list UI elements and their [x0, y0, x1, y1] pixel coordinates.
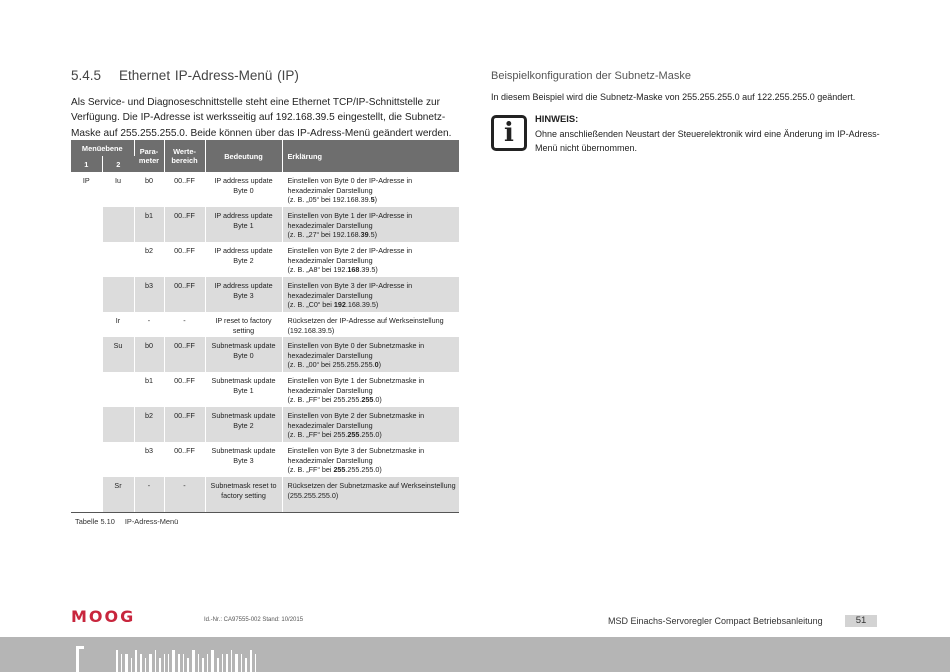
- cell-meaning: IP address update Byte 1: [205, 207, 282, 242]
- table-row: [71, 407, 459, 442]
- barcode-bar: [226, 654, 228, 672]
- explanation-text: Einstellen von Byte 1 der IP-Adresse in hexadezimaler Darstellung: [287, 211, 413, 230]
- notice-heading: HINWEIS:: [535, 113, 579, 124]
- cell-level-1: [71, 277, 102, 312]
- notice-text: Ohne anschließenden Neustart der Steuerelektronik wird eine Änderung im IP-Adress-Menü nicht übernommen.: [535, 129, 880, 153]
- example-post: .0): [373, 395, 382, 405]
- barcode-bar: [255, 654, 256, 672]
- cell-parameter: b2: [134, 407, 164, 442]
- barcode-bar: [149, 654, 152, 672]
- example-post: .39.5): [359, 265, 378, 275]
- example-pre: (z. B. „C0“ bei: [287, 300, 334, 310]
- barcode-icon: [116, 650, 256, 672]
- table-row: [71, 172, 459, 207]
- cell-range: 00..FF: [164, 372, 205, 407]
- barcode-bar: [187, 658, 189, 672]
- footer-title: MSD Einachs-Servoregler Compact Betriebsanleitung: [608, 616, 823, 626]
- example-pre: (z. B. „05“ bei 192.168.39.: [287, 195, 371, 205]
- barcode-bar: [192, 650, 195, 672]
- cell-level-1: [71, 442, 102, 477]
- cell-meaning: Subnetmask update Byte 3: [205, 442, 282, 477]
- example-bold: 255: [333, 465, 346, 475]
- cell-range: 00..FF: [164, 277, 205, 312]
- example-bold: 168: [347, 265, 360, 275]
- example-bold: 255: [361, 395, 374, 405]
- cell-meaning: Subnetmask reset to factory setting: [205, 477, 282, 513]
- barcode-bar: [231, 650, 232, 672]
- example-text: In diesem Beispiel wird die Subnetz-Maske von 255.255.255.0 auf 122.255.255.0 geändert.: [491, 92, 856, 102]
- header-meaning: Bedeutung: [205, 140, 282, 172]
- cell-range: 00..FF: [164, 442, 205, 477]
- example-bold: 5: [370, 195, 375, 205]
- cell-parameter: -: [134, 312, 164, 337]
- example-post: ): [374, 195, 378, 205]
- cell-level-1: [71, 337, 102, 372]
- cell-explanation: [282, 442, 459, 477]
- cell-level-1: [71, 242, 102, 277]
- cell-meaning: Subnetmask update Byte 0: [205, 337, 282, 372]
- barcode-bar: [241, 654, 242, 672]
- cell-level-2: Su: [102, 337, 134, 372]
- cell-meaning: Subnetmask update Byte 1: [205, 372, 282, 407]
- cell-level-1: [71, 207, 102, 242]
- example-pre: (z. B. „FF“ bei 255.255.: [287, 395, 362, 405]
- explanation-text: Einstellen von Byte 2 der IP-Adresse in hexadezimaler Darstellung: [287, 246, 413, 265]
- example-title: Beispielkonfiguration der Subnetz-Maske: [491, 70, 691, 82]
- cell-parameter: b3: [134, 277, 164, 312]
- cell-parameter: b1: [134, 372, 164, 407]
- header-parameter: Para-meter: [134, 140, 164, 172]
- cell-level-2: [102, 442, 134, 477]
- cell-meaning: Subnetmask update Byte 2: [205, 407, 282, 442]
- example-post: .168.39.5): [345, 300, 379, 310]
- cell-range: 00..FF: [164, 172, 205, 207]
- cell-level-1: [71, 372, 102, 407]
- barcode-bar: [250, 650, 252, 672]
- cell-level-2: [102, 242, 134, 277]
- barcode-bar: [183, 654, 184, 672]
- example-post: .255.255.0): [345, 465, 382, 475]
- info-icon-letter: i: [504, 118, 514, 148]
- barcode-bar: [207, 654, 208, 672]
- table-row: [71, 242, 459, 277]
- explanation-text: Rücksetzen der IP-Adresse auf Werkseinstellung: [287, 316, 444, 325]
- cell-level-2: Sr: [102, 477, 134, 513]
- caption-text: IP-Adress-Menü: [124, 517, 179, 526]
- barcode-bar: [155, 650, 156, 672]
- explanation-text: Einstellen von Byte 0 der Subnetzmaske in hexadezimaler Darstellung: [287, 341, 425, 360]
- caption-label: Tabelle 5.10: [75, 517, 115, 526]
- barcode-bar: [245, 658, 247, 672]
- barcode-bar: [198, 654, 199, 672]
- cell-range: 00..FF: [164, 242, 205, 277]
- barcode-bar: [135, 650, 137, 672]
- cell-explanation: [282, 312, 459, 337]
- barcode-bar: [159, 658, 161, 672]
- cell-meaning: IP address update Byte 3: [205, 277, 282, 312]
- header-value-range: Werte-bereich: [164, 140, 205, 172]
- cell-range: 00..FF: [164, 337, 205, 372]
- header-level-2: 2: [102, 156, 134, 172]
- cell-level-1: [71, 312, 102, 337]
- cell-range: -: [164, 477, 205, 513]
- cell-explanation: [282, 277, 459, 312]
- barcode-bar: [125, 654, 128, 672]
- moog-logo: MOOG: [71, 607, 136, 626]
- cell-explanation: [282, 477, 459, 513]
- cell-range: -: [164, 312, 205, 337]
- cell-level-2: Iu: [102, 172, 134, 207]
- info-icon: [491, 115, 527, 151]
- corner-bracket-icon: [76, 646, 84, 672]
- cell-explanation: [282, 242, 459, 277]
- cell-level-2: Ir: [102, 312, 134, 337]
- section-title: Ethernet IP-Adress-Menü (IP): [119, 68, 299, 83]
- table-row: [71, 207, 459, 242]
- table-row: [71, 277, 459, 312]
- example-pre: (z. B. „27“ bei 192.168.: [287, 230, 361, 240]
- table-row: [71, 312, 459, 337]
- example-bold: 0: [374, 360, 379, 370]
- example-post: .255.0): [359, 430, 382, 440]
- cell-parameter: b0: [134, 172, 164, 207]
- cell-explanation: [282, 407, 459, 442]
- barcode-bar: [121, 654, 122, 672]
- explanation-text: Einstellen von Byte 3 der IP-Adresse in hexadezimaler Darstellung: [287, 281, 413, 300]
- header-level-1: 1: [71, 156, 102, 172]
- cell-explanation: [282, 207, 459, 242]
- cell-level-1: [71, 477, 102, 513]
- footer-band: [0, 637, 950, 672]
- explanation-text: Einstellen von Byte 3 der Subnetzmaske in hexadezimaler Darstellung: [287, 446, 425, 465]
- example-pre: (z. B. „FF“ bei 255.: [287, 430, 348, 440]
- cell-parameter: b1: [134, 207, 164, 242]
- example-pre: (z. B. „A8“ bei 192.: [287, 265, 348, 275]
- cell-level-2: [102, 207, 134, 242]
- cell-level-2: [102, 277, 134, 312]
- barcode-bar: [178, 654, 180, 672]
- header-menu-level: Menüebene: [71, 140, 134, 156]
- cell-level-1: [71, 407, 102, 442]
- example-bold: 255: [347, 430, 360, 440]
- section-heading: [71, 68, 299, 83]
- intro-paragraph: Als Service- und Diagnoseschnittstelle steht eine Ethernet TCP/IP-Schnittstelle zur Verfügung. Die IP-Adresse ist werksseitig auf 192.168.39.5 eingestellt, die Subnetz-Maske auf 255.255.255.0. Beide können über das IP-Adress-Menü geändert werden.: [71, 97, 452, 139]
- explanation-text: Rücksetzen der Subnetzmaske auf Werkseinstellung (255.255.255.0): [287, 481, 456, 500]
- header-explanation: Erklärung: [282, 140, 459, 172]
- cell-parameter: b2: [134, 242, 164, 277]
- cell-meaning: IP address update Byte 0: [205, 172, 282, 207]
- example-pre: (z. B. „FF“ bei: [287, 465, 334, 475]
- table-row: [71, 477, 459, 513]
- cell-level-2: [102, 372, 134, 407]
- example-pre: (z. B. „00“ bei 255.255.255.: [287, 360, 375, 370]
- explanation-text: Einstellen von Byte 2 der Subnetzmaske in hexadezimaler Darstellung: [287, 411, 425, 430]
- page-number: 51: [845, 615, 877, 627]
- barcode-bar: [235, 654, 238, 672]
- barcode-bar: [211, 650, 214, 672]
- cell-parameter: b0: [134, 337, 164, 372]
- cell-explanation: [282, 172, 459, 207]
- section-number: 5.4.5: [71, 68, 102, 83]
- table-caption: [75, 517, 178, 526]
- barcode-bar: [116, 650, 118, 672]
- explanation-text: Einstellen von Byte 0 der IP-Adresse in hexadezimaler Darstellung: [287, 176, 413, 195]
- barcode-bar: [140, 654, 142, 672]
- example-post: .5): [368, 230, 378, 240]
- barcode-bar: [145, 658, 146, 672]
- cell-range: 00..FF: [164, 407, 205, 442]
- table-row: [71, 372, 459, 407]
- barcode-bar: [222, 654, 223, 672]
- table-row: [71, 337, 459, 372]
- ip-address-menu-table: [71, 140, 459, 513]
- cell-meaning: IP reset to factory setting: [205, 312, 282, 337]
- barcode-bar: [217, 658, 219, 672]
- barcode-bar: [168, 654, 169, 672]
- cell-meaning: IP address update Byte 2: [205, 242, 282, 277]
- document-id: Id.-Nr.: CA97555-002 Stand: 10/2015: [204, 617, 304, 623]
- cell-parameter: -: [134, 477, 164, 513]
- cell-explanation: [282, 372, 459, 407]
- barcode-bar: [172, 650, 175, 672]
- example-post: ): [378, 360, 382, 370]
- explanation-text: Einstellen von Byte 1 der Subnetzmaske in hexadezimaler Darstellung: [287, 376, 425, 395]
- table-row: [71, 442, 459, 477]
- example-bold: 39: [360, 230, 369, 240]
- example-bold: 192: [333, 300, 346, 310]
- cell-explanation: [282, 337, 459, 372]
- cell-parameter: b3: [134, 442, 164, 477]
- barcode-bar: [202, 658, 204, 672]
- barcode-bar: [164, 654, 165, 672]
- cell-level-1: IP: [71, 172, 102, 207]
- barcode-bar: [131, 658, 132, 672]
- cell-range: 00..FF: [164, 207, 205, 242]
- cell-level-2: [102, 407, 134, 442]
- example-pre: (192.168.39.5): [287, 325, 335, 335]
